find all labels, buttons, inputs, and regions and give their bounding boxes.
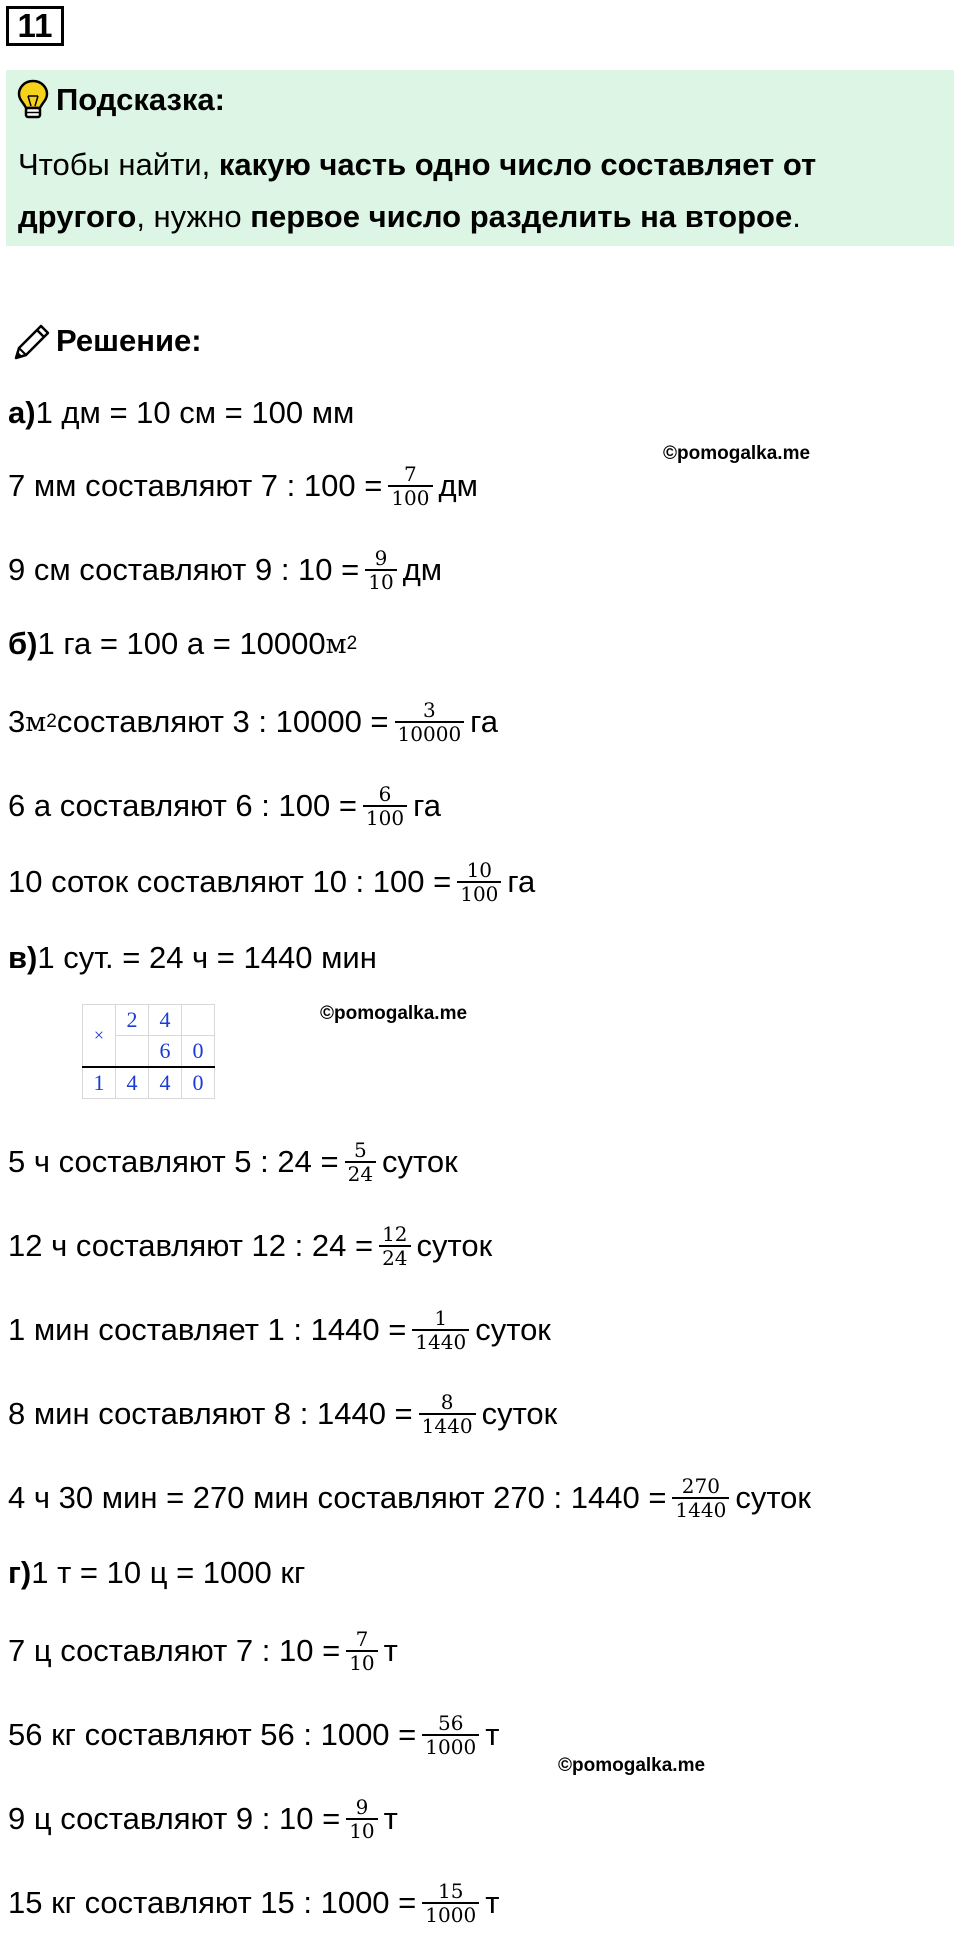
lightbulb-icon [16, 78, 50, 122]
unit: т [485, 1885, 500, 1920]
hint-line-2 [18, 199, 801, 235]
row-text: 7 ц составляют 7 : 10 = [8, 1633, 341, 1668]
unit: м [325, 628, 347, 660]
unit: т [383, 1801, 398, 1836]
part-head-text: 1 сут. = 24 ч = 1440 мин [37, 940, 377, 975]
hint-text: . [792, 199, 801, 234]
fraction: $\frac{3}{10000}$ [395, 699, 465, 745]
part-v-row-3 [8, 1300, 551, 1360]
fraction: $\frac{12}{24}$ [379, 1223, 410, 1269]
unit: суток [735, 1480, 811, 1515]
unit: суток [481, 1396, 558, 1431]
part-head-text: 1 га = 100 а = 10000 [37, 626, 326, 661]
part-a-head [8, 383, 354, 443]
part-v-head [8, 928, 377, 988]
watermark: ©pomogalka.me [320, 1003, 468, 1024]
unit: га [413, 788, 441, 823]
hint-bold-text: какую часть одно число составляет от [218, 147, 817, 182]
part-label: в) [8, 940, 38, 975]
part-v-row-1 [8, 1132, 458, 1192]
watermark: ©pomogalka.me [663, 443, 811, 464]
pencil-icon [10, 320, 54, 364]
part-b-row-3 [8, 852, 535, 912]
hint-text: Чтобы найти, [18, 147, 219, 182]
row-text: 9 см составляют 9 : 10 = [8, 552, 360, 587]
part-label: б) [8, 626, 38, 661]
hint-title: Подсказка: [56, 82, 225, 117]
part-v-row-4 [8, 1384, 557, 1444]
unit: га [470, 704, 499, 739]
task-number: 11 [6, 6, 64, 46]
fraction: $\frac{10}{100}$ [457, 859, 501, 905]
part-b-row-1: 3 м 2 составляют 3 : 10000 = $\frac{3}{10000}$ га [8, 698, 499, 746]
unit: суток [382, 1144, 458, 1179]
multiply-sign: × [83, 1005, 116, 1068]
part-b-head: б) 1 га = 100 а = 10000 м 2 [8, 626, 358, 661]
fraction: $\frac{8}{1440}$ [419, 1391, 476, 1437]
unit: т [383, 1633, 398, 1668]
row-text: 4 ч 30 мин = 270 мин составляют 270 : 1440 = [8, 1480, 667, 1515]
row-text: 12 ч составляют 12 : 24 = [8, 1228, 374, 1263]
part-b-row-2 [8, 776, 441, 836]
part-head-text: 1 т = 10 ц = 1000 кг [31, 1555, 306, 1590]
part-a-row-1 [8, 456, 478, 516]
unit: дм [402, 552, 443, 587]
unit: га [507, 864, 536, 899]
row-text: 10 соток составляют 10 : 100 = [8, 864, 452, 899]
fraction: $\frac{9}{10}$ [346, 1796, 377, 1842]
unit: м [25, 706, 47, 738]
unit: суток [475, 1312, 551, 1347]
part-g-head [8, 1543, 305, 1603]
fraction: $\frac{9}{10}$ [365, 547, 396, 593]
solution-title: Решение: [56, 323, 202, 358]
part-g-row-3 [8, 1789, 398, 1849]
hint-bold-text: другого [18, 199, 137, 234]
fraction: $\frac{5}{24}$ [345, 1139, 376, 1185]
hint-bold-text: первое число разделить на второе [250, 199, 793, 234]
multiplication-calc: × 2 4 6 0 1 4 4 0 [82, 1004, 215, 1099]
row-text: 56 кг составляют 56 : 1000 = [8, 1717, 417, 1752]
row-text: составляют 3 : 10000 = [56, 704, 389, 739]
part-label: а) [8, 395, 36, 430]
fraction: $\frac{56}{1000}$ [422, 1712, 479, 1758]
watermark: ©pomogalka.me [558, 1755, 706, 1776]
unit: т [485, 1717, 500, 1752]
fraction: $\frac{270}{1440}$ [672, 1475, 729, 1521]
part-head-text: 1 дм = 10 см = 100 мм [35, 395, 355, 430]
unit: дм [438, 468, 478, 503]
part-g-row-2 [8, 1705, 499, 1765]
part-g-row-4 [8, 1873, 499, 1933]
fraction: $\frac{15}{1000}$ [422, 1880, 479, 1926]
part-label: г) [8, 1555, 32, 1590]
row-text: 1 мин составляет 1 : 1440 = [8, 1312, 407, 1347]
row-text: 5 ч составляют 5 : 24 = [8, 1144, 339, 1179]
part-v-row-5 [8, 1468, 811, 1528]
row-text: 8 мин составляют 8 : 1440 = [8, 1396, 413, 1431]
hint-line-1 [18, 147, 816, 183]
fraction: $\frac{7}{100}$ [388, 463, 432, 509]
fraction: $\frac{7}{10}$ [346, 1628, 377, 1674]
row-text: 7 мм составляют 7 : 100 = [8, 468, 383, 503]
unit: суток [416, 1228, 493, 1263]
fraction: $\frac{6}{100}$ [363, 783, 407, 829]
part-a-row-2 [8, 540, 442, 600]
fraction: $\frac{1}{1440}$ [412, 1307, 469, 1353]
row-text: 15 кг составляют 15 : 1000 = [8, 1885, 417, 1920]
part-g-row-1 [8, 1621, 398, 1681]
part-v-row-2 [8, 1216, 492, 1276]
hint-text: , нужно [136, 199, 251, 234]
row-text: 9 ц составляют 9 : 10 = [8, 1801, 341, 1836]
row-text: 6 а составляют 6 : 100 = [8, 788, 357, 823]
